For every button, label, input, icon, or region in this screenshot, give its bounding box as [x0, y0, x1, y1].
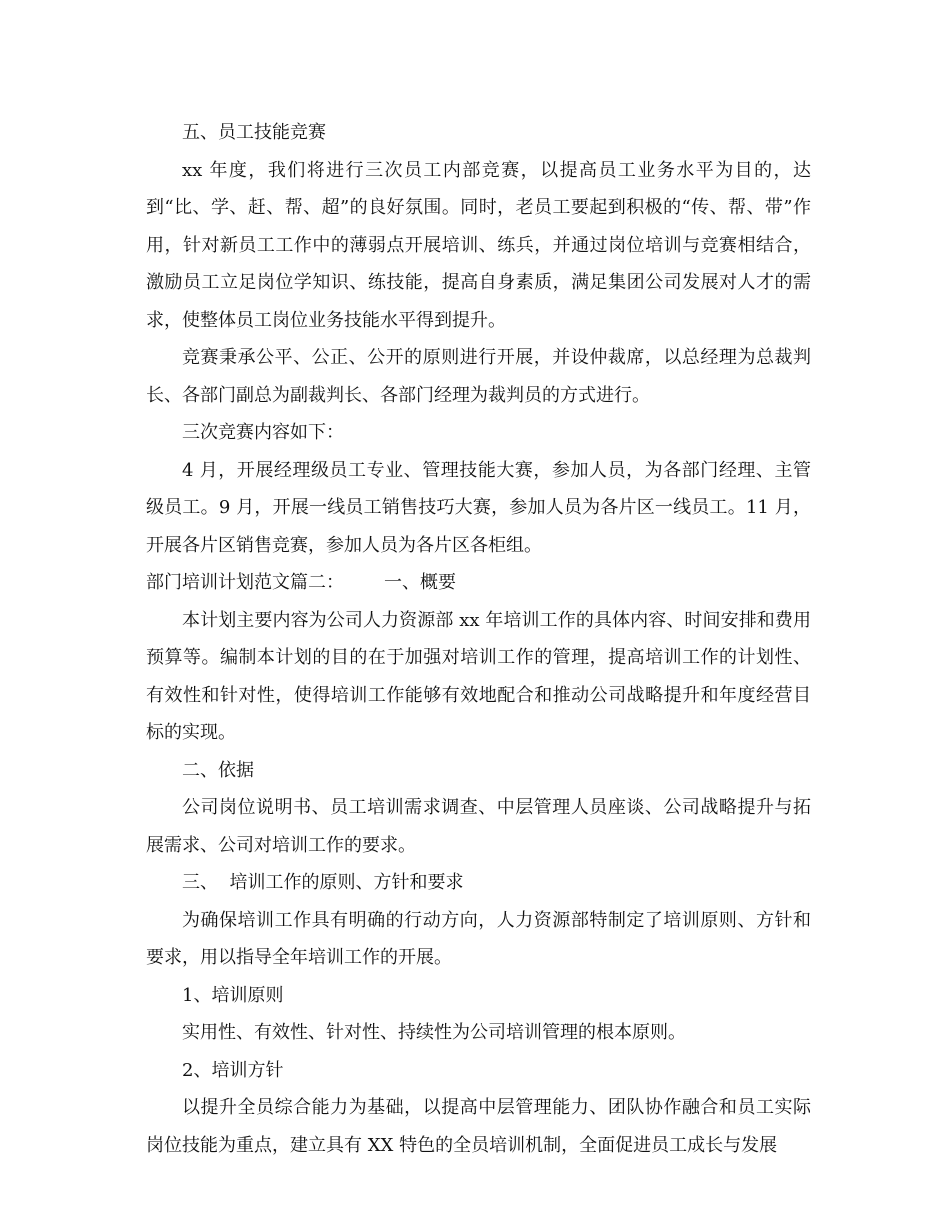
body-paragraph: 为确保培训工作具有明确的行动方向，人力资源部特制定了培训原则、方针和要求，用以指导全年培训工作的开展。	[146, 909, 811, 968]
part-two-title-right: 一、概要	[384, 572, 456, 593]
document-body	[146, 114, 811, 1164]
section-heading: 五、员工技能竞赛	[182, 122, 326, 143]
part-two-title	[146, 564, 811, 602]
body-paragraph: 4 月，开展经理级员工专业、管理技能大赛，参加人员，为各部门经理、主管级员工。9 月，开展一线员工销售技巧大赛，参加人员为各片区一线员工。11 月，开展各片区销售竞赛，参加人员为各片区各柜组。	[146, 459, 811, 556]
body-paragraph: 以提升全员综合能力为基础，以提高中层管理能力、团队协作融合和员工实际岗位技能为重点，建立具有 XX 特色的全员培训机制，全面促进员工成长与发展	[146, 1097, 811, 1156]
body-paragraph: 实用性、有效性、针对性、持续性为公司培训管理的根本原则。	[182, 1022, 686, 1043]
subsection-heading: 1、培训原则	[182, 984, 284, 1006]
body-paragraph: xx 年度，我们将进行三次员工内部竞赛，以提高员工业务水平为目的，达到“比、学、赶、帮、超”的良好氛围。同时，老员工要起到积极的“传、帮、带”作用，针对新员工工作中的薄弱点开展培训、练兵，并通过岗位培训与竞赛相结合，激励员工立足岗位学知识、练技能，提高自身素质，满足集团公司发展对人才的需求，使整体员工岗位业务技能水平得到提升。	[146, 159, 811, 331]
body-paragraph: 本计划主要内容为公司人力资源部 xx 年培训工作的具体内容、时间安排和费用预算等。编制本计划的目的在于加强对培训工作的管理，提高培训工作的计划性、有效性和针对性，使得培训工作能够有效地配合和推动公司战略提升和年度经营目标的实现。	[146, 609, 811, 743]
part-two-title-left: 部门培训计划范文篇二：	[146, 572, 344, 593]
subsection-heading: 2、培训方针	[182, 1059, 284, 1081]
section-heading: 三、 培训工作的原则、方针和要求	[182, 872, 464, 893]
body-paragraph: 竞赛秉承公平、公正、公开的原则进行开展，并设仲裁席，以总经理为总裁判长、各部门副总为副裁判长、各部门经理为裁判员的方式进行。	[146, 347, 811, 406]
section-heading: 二、依据	[182, 759, 254, 781]
body-paragraph: 公司岗位说明书、员工培训需求调查、中层管理人员座谈、公司战略提升与拓展需求、公司对培训工作的要求。	[146, 797, 811, 856]
body-paragraph: 三次竞赛内容如下：	[182, 422, 344, 443]
